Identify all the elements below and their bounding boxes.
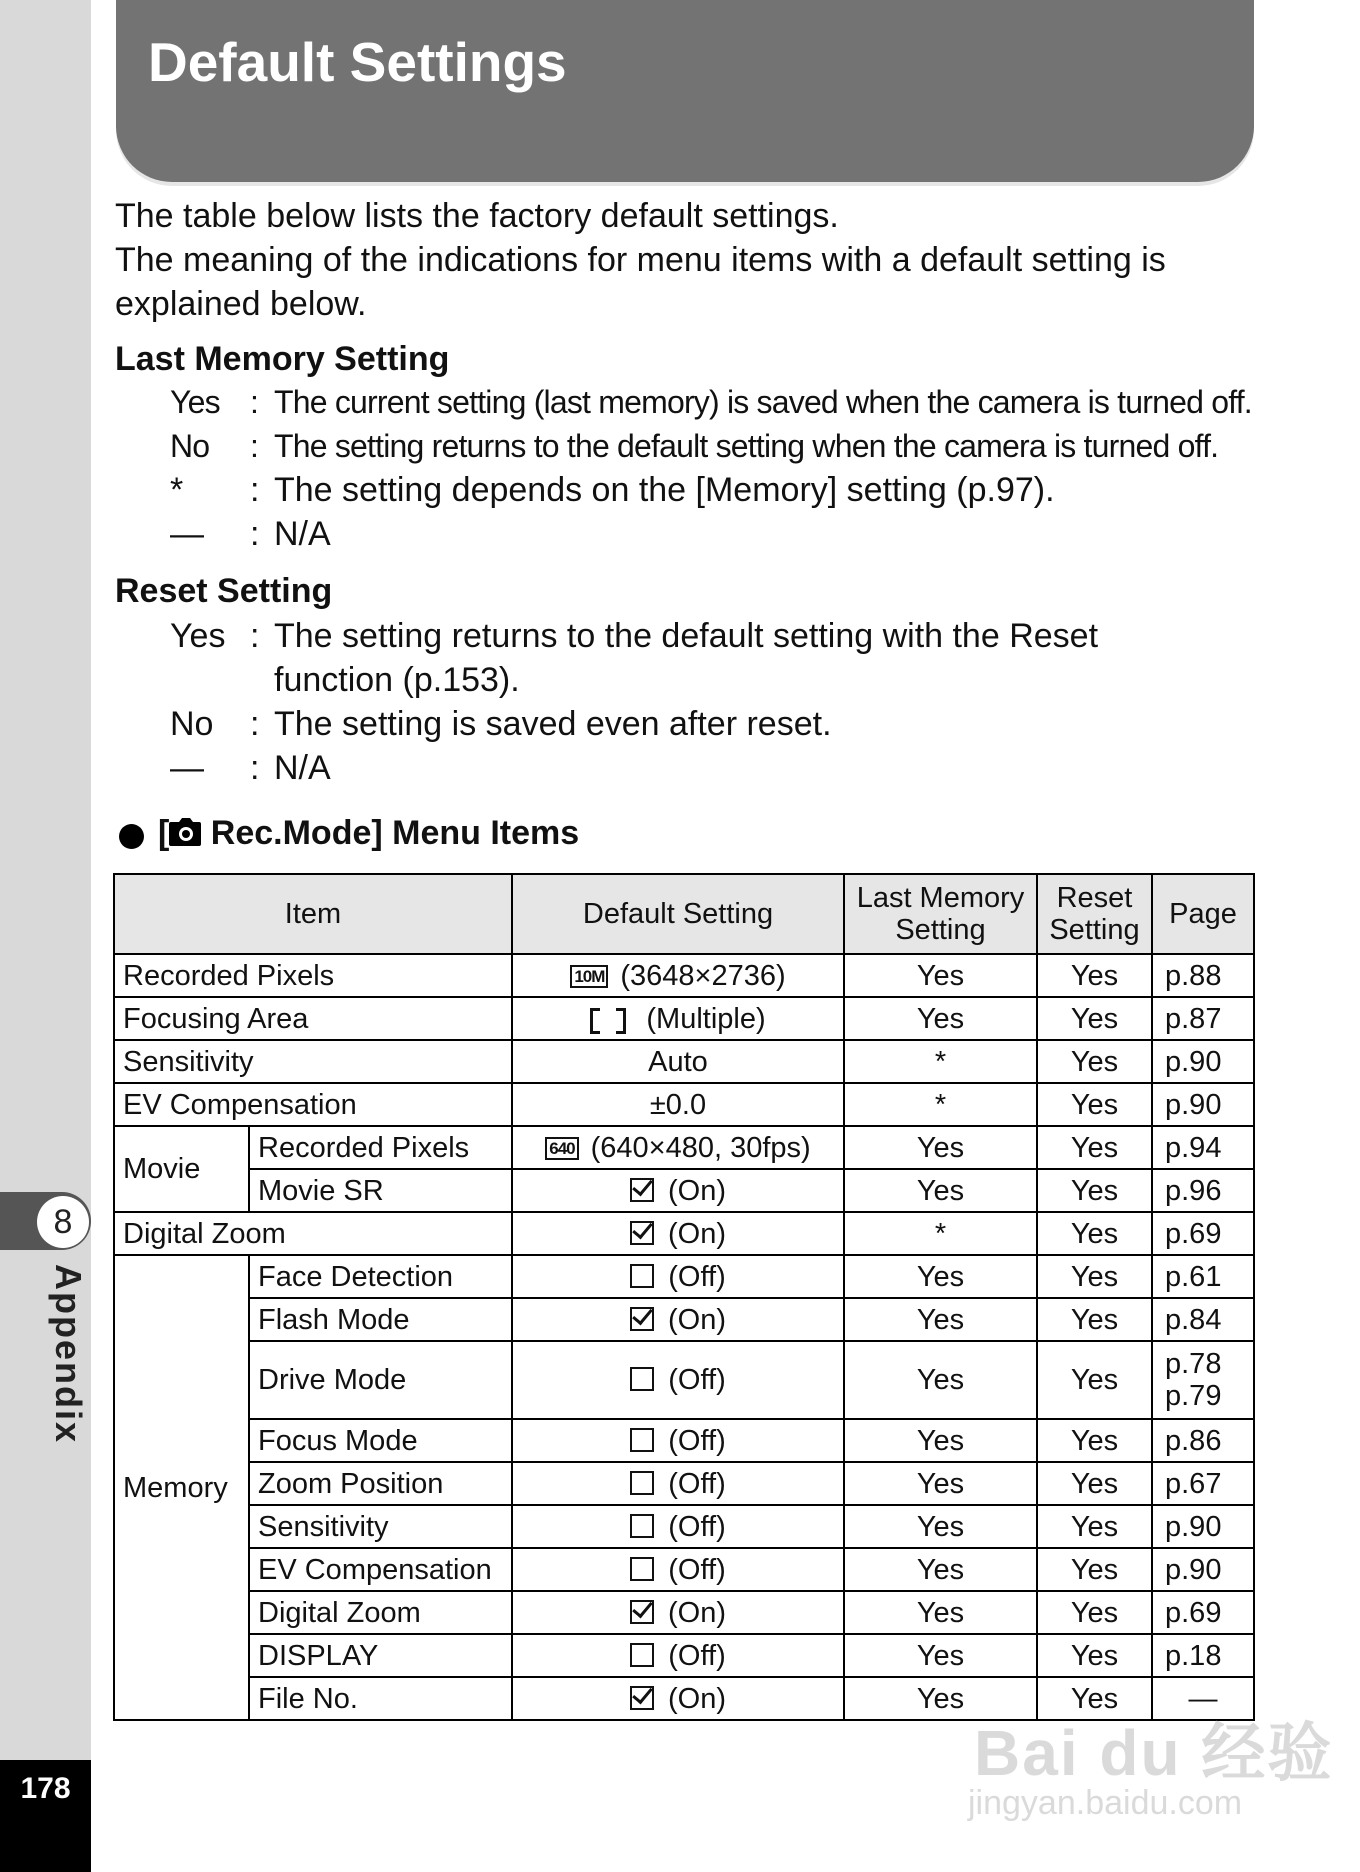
header-item: Item	[114, 874, 512, 954]
default-value: (Off)	[668, 1364, 726, 1396]
table-row	[114, 1419, 1254, 1462]
table-row	[114, 1298, 1254, 1341]
reset-cell: Yes	[1037, 1505, 1152, 1548]
table-row	[114, 1462, 1254, 1505]
default-cell	[512, 1591, 844, 1634]
reset-cell: Yes	[1037, 1634, 1152, 1677]
watermark-brand: Bai du 经验	[974, 1717, 1334, 1789]
default-value: (3648×2736)	[620, 959, 786, 992]
legend-row	[0, 746, 1300, 790]
last-memory-cell: Yes	[844, 1591, 1037, 1634]
default-value: (Off)	[668, 1510, 726, 1543]
item-cell: DISPLAY	[249, 1634, 512, 1677]
checked-box-icon	[630, 1686, 654, 1710]
empty-box-icon	[630, 1428, 654, 1452]
default-cell	[512, 1255, 844, 1298]
table-row	[114, 954, 1254, 997]
chapter-number: 8	[37, 1196, 89, 1248]
last-memory-cell: Yes	[844, 1169, 1037, 1212]
default-cell	[512, 1548, 844, 1591]
watermark-url: jingyan.baidu.com	[968, 1784, 1243, 1822]
table-row	[114, 1212, 1254, 1255]
item-cell: Sensitivity	[114, 1040, 512, 1083]
default-cell	[512, 1462, 844, 1505]
last-memory-cell: Yes	[844, 1548, 1037, 1591]
reset-cell: Yes	[1037, 1677, 1152, 1720]
legend-row	[0, 702, 1300, 746]
reset-cell: Yes	[1037, 1591, 1152, 1634]
default-cell	[512, 1677, 844, 1720]
item-cell: Focus Mode	[249, 1419, 512, 1462]
table-row	[114, 1548, 1254, 1591]
checked-box-icon	[630, 1221, 654, 1245]
page-cell: p.87	[1152, 997, 1254, 1040]
legend-colon: :	[250, 705, 260, 743]
header-page: Page	[1152, 874, 1254, 954]
default-value: (Off)	[668, 1424, 726, 1457]
table-row	[114, 1255, 1254, 1298]
reset-cell: Yes	[1037, 1462, 1152, 1505]
reset-cell: Yes	[1037, 1040, 1152, 1083]
default-cell: Auto	[512, 1040, 844, 1083]
legend-colon: :	[250, 515, 260, 553]
legend-colon: :	[250, 471, 260, 509]
group-cell-movie: Movie	[114, 1126, 249, 1212]
bullet-icon	[119, 824, 144, 849]
header-last-memory-line1: Last Memory	[856, 882, 1025, 914]
item-cell: Focusing Area	[114, 997, 512, 1040]
default-cell	[512, 1634, 844, 1677]
page-cell: p.90	[1152, 1505, 1254, 1548]
legend-text: The setting depends on the [Memory] setting (p.97).	[274, 471, 1055, 509]
settings-table	[113, 873, 1255, 1721]
reset-cell: Yes	[1037, 997, 1152, 1040]
legend-colon: :	[250, 384, 259, 420]
page-ref: p.79	[1165, 1380, 1222, 1412]
table-row	[114, 1126, 1254, 1169]
chapter-label: Appendix	[48, 1264, 89, 1445]
default-value: (On)	[668, 1682, 726, 1715]
legend-colon: :	[250, 749, 260, 787]
legend-row-continued	[0, 658, 1300, 702]
default-cell	[512, 1212, 844, 1255]
legend-key: No	[170, 428, 210, 464]
legend-key: No	[170, 705, 214, 743]
intro-line-2: The meaning of the indications for menu items with a default setting is	[115, 241, 1166, 279]
default-cell	[512, 1341, 844, 1419]
page-cell: p.90	[1152, 1083, 1254, 1126]
header-last-memory-line2: Setting	[895, 914, 986, 946]
item-cell: File No.	[249, 1677, 512, 1720]
empty-box-icon	[630, 1367, 654, 1391]
legend-text: The current setting (last memory) is saved when the camera is turned off.	[274, 384, 1252, 420]
table-row	[114, 1341, 1254, 1419]
legend-text: N/A	[274, 749, 331, 787]
page-ref: p.78	[1165, 1348, 1222, 1380]
header-reset-line1: Reset	[1056, 882, 1133, 914]
table-row	[114, 997, 1254, 1040]
table-header-row	[114, 874, 1254, 954]
page-title: Default Settings	[148, 31, 567, 93]
legend-row	[0, 614, 1300, 658]
legend-key: Yes	[170, 384, 220, 420]
page-cell: p.69	[1152, 1212, 1254, 1255]
page-cell: p.96	[1152, 1169, 1254, 1212]
header-last-memory	[844, 874, 1037, 954]
default-value: (Off)	[668, 1467, 726, 1500]
legend-row	[0, 424, 1300, 468]
header-reset-line2: Setting	[1049, 914, 1140, 946]
reset-cell: Yes	[1037, 1169, 1152, 1212]
item-cell: EV Compensation	[249, 1548, 512, 1591]
default-cell	[512, 1169, 844, 1212]
reset-cell: Yes	[1037, 1548, 1152, 1591]
checked-box-icon	[630, 1307, 654, 1331]
table-row	[114, 1505, 1254, 1548]
page-cell: —	[1152, 1677, 1254, 1720]
header-default: Default Setting	[512, 874, 844, 954]
page-number: 178	[20, 1772, 71, 1805]
table-row	[114, 1040, 1254, 1083]
item-cell: Sensitivity	[249, 1505, 512, 1548]
item-cell: Drive Mode	[249, 1341, 512, 1419]
legend-key: —	[170, 515, 204, 553]
page-cell	[1152, 1341, 1254, 1419]
intro-line-3: explained below.	[115, 285, 367, 323]
table-row	[114, 1083, 1254, 1126]
section-title	[158, 814, 579, 853]
reset-cell: Yes	[1037, 1298, 1152, 1341]
section-prefix: [	[158, 814, 170, 852]
640-30fps-icon: 640	[545, 1137, 578, 1160]
legend-row	[0, 380, 1300, 424]
reset-cell: Yes	[1037, 1419, 1152, 1462]
page-cell: p.86	[1152, 1419, 1254, 1462]
checked-box-icon	[630, 1600, 654, 1624]
default-value: (640×480, 30fps)	[590, 1131, 811, 1164]
default-cell	[512, 1126, 844, 1169]
side-margin	[0, 0, 91, 1872]
empty-box-icon	[630, 1514, 654, 1538]
last-memory-cell: Yes	[844, 1126, 1037, 1169]
item-cell: Flash Mode	[249, 1298, 512, 1341]
table-row	[114, 1634, 1254, 1677]
default-cell	[512, 1419, 844, 1462]
legend-key: Yes	[170, 617, 226, 655]
page-cell: p.69	[1152, 1591, 1254, 1634]
section-title-text: Rec.Mode] Menu Items	[210, 814, 580, 852]
default-cell: ±0.0	[512, 1083, 844, 1126]
default-value: (Off)	[668, 1260, 726, 1293]
empty-box-icon	[630, 1643, 654, 1667]
page-cell: p.90	[1152, 1040, 1254, 1083]
page-cell: p.67	[1152, 1462, 1254, 1505]
item-cell: Face Detection	[249, 1255, 512, 1298]
legend-key: —	[170, 749, 204, 787]
item-cell: Recorded Pixels	[114, 954, 512, 997]
legend-text: The setting returns to the default setting with the Reset	[274, 617, 1099, 655]
last-memory-heading: Last Memory Setting	[115, 340, 450, 378]
last-memory-cell: Yes	[844, 1634, 1037, 1677]
10m-pixels-icon: 10M	[570, 965, 608, 988]
page-cell: p.94	[1152, 1126, 1254, 1169]
reset-cell: Yes	[1037, 1083, 1152, 1126]
item-cell: Digital Zoom	[114, 1212, 512, 1255]
default-value: (On)	[668, 1303, 726, 1336]
legend-row	[0, 468, 1300, 512]
page-cell: p.61	[1152, 1255, 1254, 1298]
page-cell: p.84	[1152, 1298, 1254, 1341]
default-cell	[512, 997, 844, 1040]
legend-key: *	[170, 471, 184, 509]
reset-cell: Yes	[1037, 954, 1152, 997]
legend-text: The setting returns to the default setting when the camera is turned off.	[274, 428, 1219, 464]
legend-text: N/A	[274, 515, 331, 553]
legend-colon: :	[250, 617, 260, 655]
last-memory-cell: Yes	[844, 1677, 1037, 1720]
header-reset	[1037, 874, 1152, 954]
item-cell: Digital Zoom	[249, 1591, 512, 1634]
table-row	[114, 1169, 1254, 1212]
last-memory-cell: *	[844, 1083, 1037, 1126]
reset-cell: Yes	[1037, 1212, 1152, 1255]
reset-cell: Yes	[1037, 1341, 1152, 1419]
item-cell: Movie SR	[249, 1169, 512, 1212]
default-value: (On)	[668, 1174, 726, 1207]
legend-text: function (p.153).	[274, 661, 520, 699]
item-cell: Recorded Pixels	[249, 1126, 512, 1169]
empty-box-icon	[630, 1557, 654, 1581]
empty-box-icon	[630, 1264, 654, 1288]
legend-row	[0, 512, 1300, 556]
checked-box-icon	[630, 1178, 654, 1202]
default-value: (Multiple)	[646, 1002, 766, 1035]
reset-cell: Yes	[1037, 1255, 1152, 1298]
last-memory-cell: Yes	[844, 954, 1037, 997]
last-memory-cell: Yes	[844, 1341, 1037, 1419]
reset-heading: Reset Setting	[115, 572, 333, 610]
default-cell	[512, 1505, 844, 1548]
intro-line-1: The table below lists the factory default settings.	[115, 197, 839, 235]
default-value: (On)	[668, 1217, 726, 1250]
last-memory-cell: *	[844, 1040, 1037, 1083]
camera-icon	[169, 818, 201, 846]
last-memory-cell: *	[844, 1212, 1037, 1255]
default-value: (On)	[668, 1596, 726, 1629]
page-cell: p.88	[1152, 954, 1254, 997]
empty-box-icon	[630, 1471, 654, 1495]
item-cell: EV Compensation	[114, 1083, 512, 1126]
page-cell: p.18	[1152, 1634, 1254, 1677]
last-memory-cell: Yes	[844, 1298, 1037, 1341]
last-memory-cell: Yes	[844, 1462, 1037, 1505]
multiple-af-icon	[590, 1008, 626, 1030]
reset-cell: Yes	[1037, 1126, 1152, 1169]
default-value: (Off)	[668, 1639, 726, 1672]
page-cell: p.90	[1152, 1548, 1254, 1591]
table-row	[114, 1591, 1254, 1634]
default-cell	[512, 954, 844, 997]
last-memory-cell: Yes	[844, 997, 1037, 1040]
last-memory-cell: Yes	[844, 1505, 1037, 1548]
default-cell	[512, 1298, 844, 1341]
legend-text: The setting is saved even after reset.	[274, 705, 832, 743]
last-memory-cell: Yes	[844, 1255, 1037, 1298]
legend-colon: :	[250, 428, 259, 464]
group-cell-memory: Memory	[114, 1255, 249, 1720]
last-memory-cell: Yes	[844, 1419, 1037, 1462]
default-value: (Off)	[668, 1553, 726, 1586]
item-cell: Zoom Position	[249, 1462, 512, 1505]
